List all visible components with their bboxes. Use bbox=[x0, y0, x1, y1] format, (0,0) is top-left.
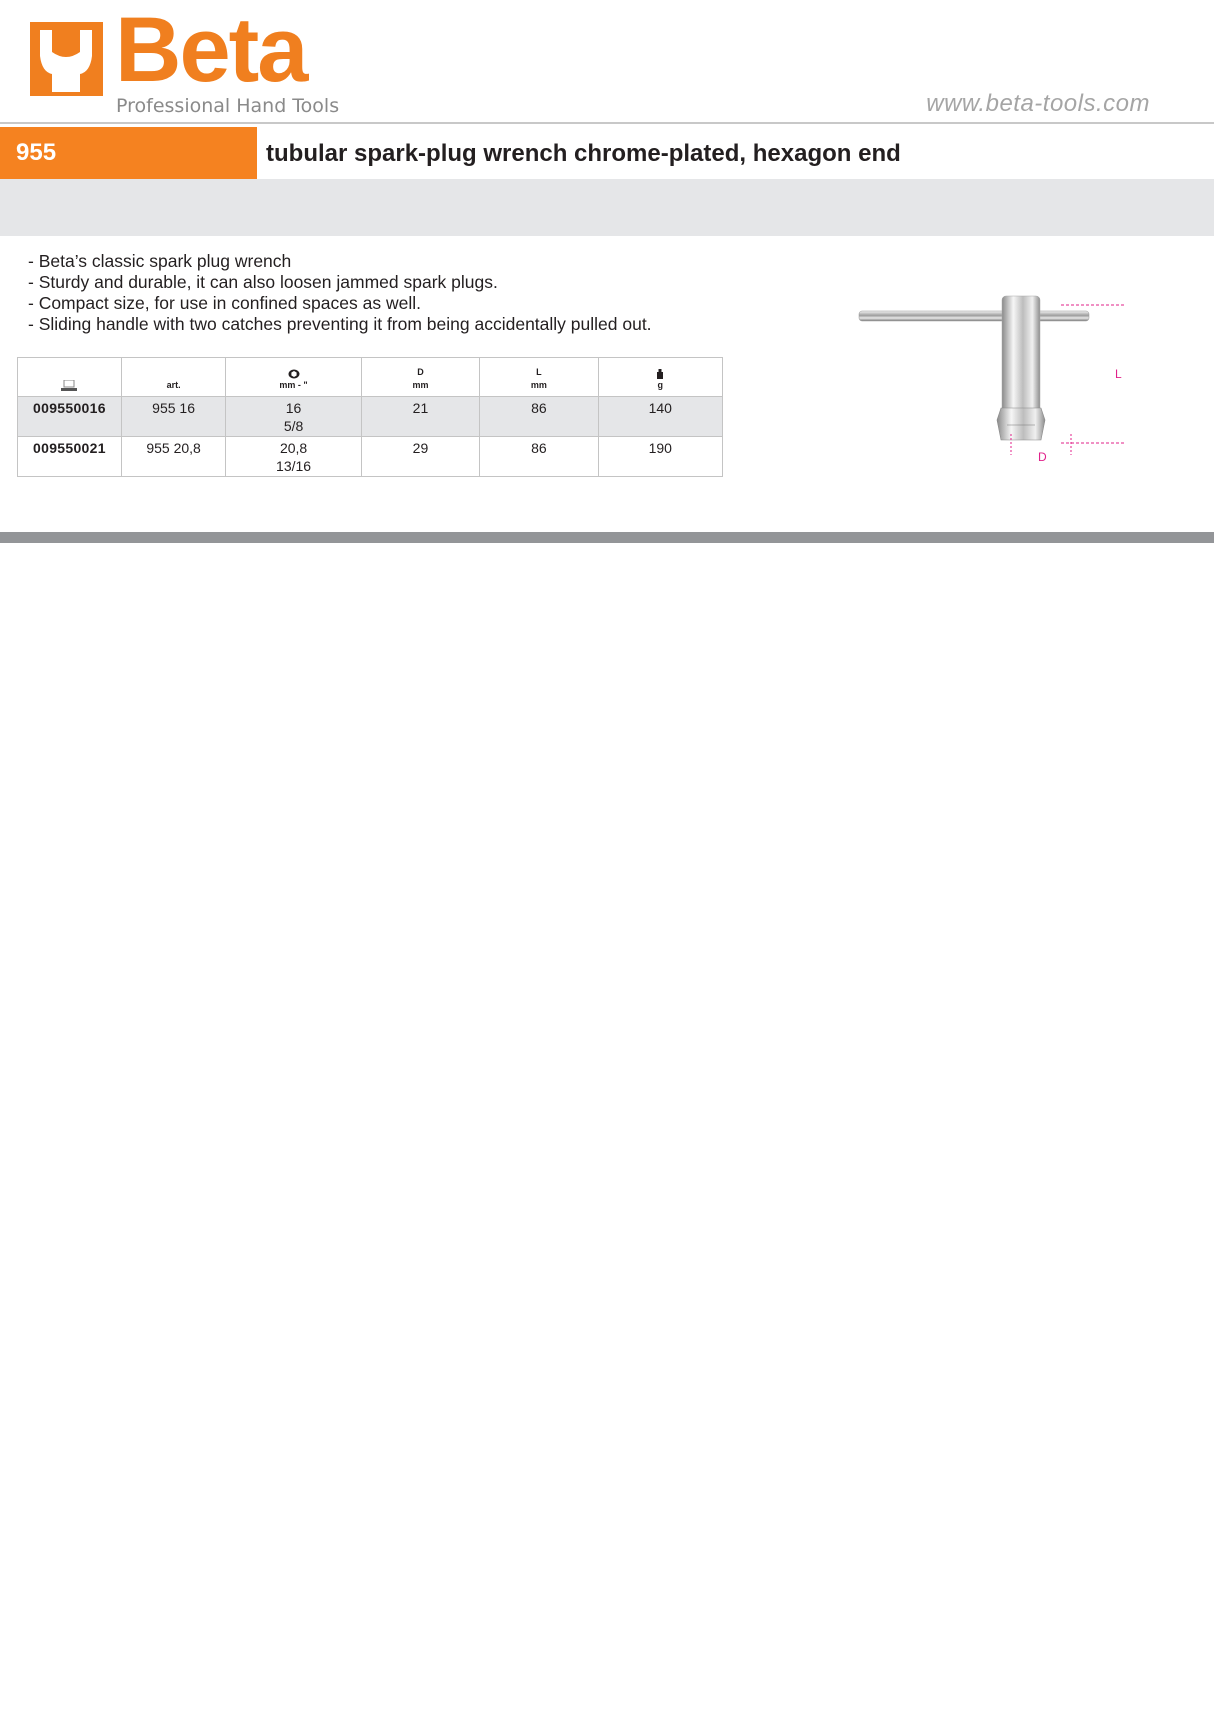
feature-item: - Compact size, for use in confined spaces as well. bbox=[28, 293, 421, 313]
dimension-label-l: L bbox=[1115, 367, 1122, 381]
table-row bbox=[18, 437, 723, 477]
cell-d: 29 bbox=[361, 437, 479, 477]
cell-code: 009550016 bbox=[18, 397, 122, 437]
website-link[interactable]: www.beta-tools.com bbox=[926, 90, 1150, 117]
cell-weight: 140 bbox=[598, 397, 722, 437]
cell-size: 20,8 13/16 bbox=[226, 437, 361, 477]
barcode-printer-icon bbox=[60, 380, 78, 392]
spec-table bbox=[17, 357, 723, 477]
cell-d: 21 bbox=[361, 397, 479, 437]
feature-item: - Sliding handle with two catches preventing it from being accidentally pulled out. bbox=[28, 314, 652, 334]
product-illustration bbox=[855, 290, 1135, 470]
beta-logo bbox=[30, 0, 350, 120]
cell-l: 86 bbox=[480, 397, 598, 437]
product-title: tubular spark-plug wrench chrome-plated, hexagon end bbox=[266, 140, 901, 167]
col-d-header: D mm bbox=[361, 358, 479, 397]
spark-plug-wrench-icon bbox=[855, 290, 1135, 470]
table-header-row bbox=[18, 358, 723, 397]
product-code: 955 bbox=[16, 139, 57, 166]
feature-item: - Sturdy and durable, it can also loosen jammed spark plugs. bbox=[28, 272, 498, 292]
col-art-header: art. bbox=[121, 358, 226, 397]
feature-list bbox=[28, 251, 652, 335]
col-size-header: mm - " bbox=[226, 358, 361, 397]
product-title-bar bbox=[0, 127, 1214, 179]
brand-tagline: Professional Hand Tools bbox=[116, 95, 340, 117]
header-divider bbox=[0, 122, 1214, 124]
cell-code: 009550021 bbox=[18, 437, 122, 477]
cell-size: 16 5/8 bbox=[226, 397, 361, 437]
cell-weight: 190 bbox=[598, 437, 722, 477]
product-code-box bbox=[0, 127, 257, 179]
feature-item: - Beta’s classic spark plug wrench bbox=[28, 251, 292, 271]
brand-name: Beta bbox=[115, 0, 307, 101]
cell-art: 955 16 bbox=[121, 397, 226, 437]
col-weight-header: g bbox=[598, 358, 722, 397]
dimension-label-d: D bbox=[1038, 450, 1047, 464]
table-row bbox=[18, 397, 723, 437]
col-l-header: L mm bbox=[480, 358, 598, 397]
cell-art: 955 20,8 bbox=[121, 437, 226, 477]
wrench-logo-icon bbox=[30, 22, 103, 96]
hexagon-nut-icon bbox=[288, 369, 300, 379]
footer-bar bbox=[0, 532, 1214, 543]
grey-band bbox=[0, 179, 1214, 236]
col-code-header bbox=[18, 358, 122, 397]
cell-l: 86 bbox=[480, 437, 598, 477]
weight-icon bbox=[656, 369, 664, 379]
